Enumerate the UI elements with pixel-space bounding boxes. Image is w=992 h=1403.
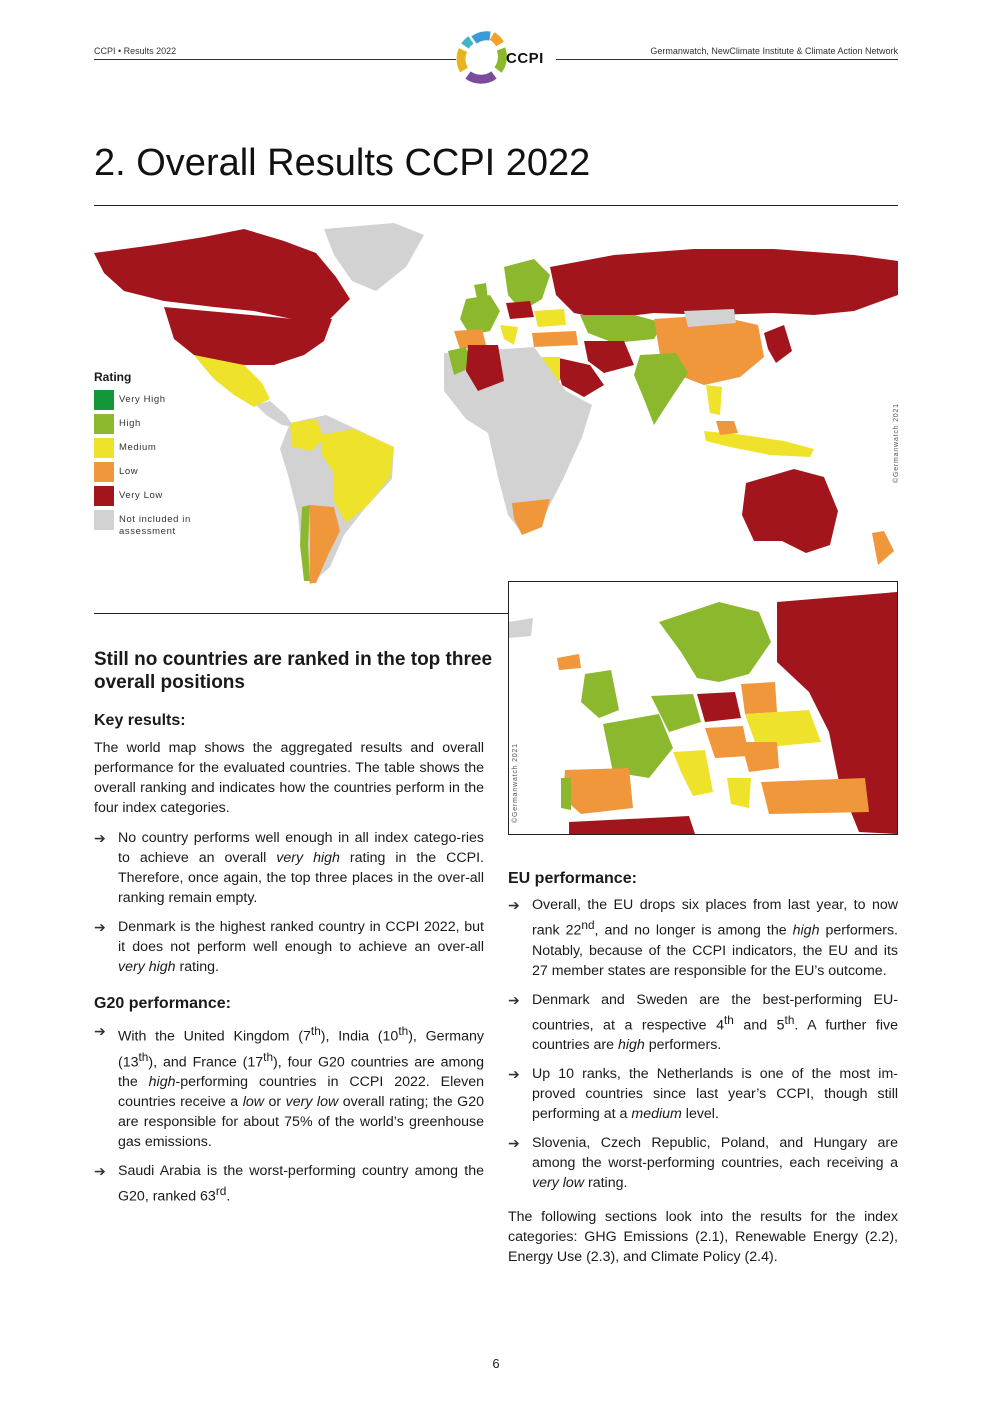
text: Slovenia, Czech Republic, Poland, and Hungary are among the worst-performing countries, each receiving a <box>532 1135 898 1172</box>
list-item <box>94 917 484 977</box>
list-item <box>94 1161 484 1207</box>
g20-list <box>94 1021 484 1216</box>
map-korea-japan <box>764 325 792 363</box>
text: . <box>226 1189 231 1206</box>
map-greenland <box>324 223 424 291</box>
legend-label: Very High <box>119 394 166 405</box>
legend-swatch <box>94 462 114 482</box>
map-new-zealand <box>872 531 894 565</box>
running-header-left: CCPI • Results 2022 <box>94 46 177 56</box>
text-emphasis: high <box>792 922 820 939</box>
section-rule <box>94 613 508 614</box>
g20-heading: G20 performance: <box>94 995 231 1012</box>
map-copyright: ©Germanwatch 2021 <box>893 403 900 483</box>
eu-performance-heading: EU performance: <box>508 870 637 887</box>
legend-item-high <box>94 414 209 438</box>
text-emphasis: low <box>242 1094 264 1111</box>
map-india <box>634 353 688 425</box>
legend-item-low <box>94 462 209 486</box>
text: Overall, the EU drops six places from last year, to now rank 22 <box>532 897 898 939</box>
text: ), Germany (13 <box>118 1028 484 1071</box>
text: and 5 <box>733 1017 785 1034</box>
eu-map-copyright: ©Germanwatch 2021 <box>512 743 519 823</box>
eu-map-uk-ireland <box>581 670 619 718</box>
page-number: 6 <box>492 1356 500 1371</box>
map-turkey <box>532 331 578 347</box>
text: performers. Notably, because of the CCPI indicators, the EU and its 27 member states are responsible for the EU’s outcome. <box>532 922 898 979</box>
text: rating in the CCPI. Therefore, once again, the top three places in the over-all ranking remain empty. <box>118 850 484 906</box>
text: Saudi Arabia is the worst-performing country among the G20, ranked 63 <box>118 1163 484 1206</box>
eu-map-poland <box>697 692 741 722</box>
map-thailand <box>706 385 722 415</box>
text-emphasis: very low <box>532 1175 585 1192</box>
text-emphasis: very low <box>285 1094 339 1111</box>
map-italy <box>500 325 518 345</box>
legend-label: Very Low <box>119 490 163 501</box>
eu-map-italy <box>673 750 713 796</box>
arrow-bullet-icon: ➔ <box>508 1135 520 1152</box>
eu-map-greenland-fragment <box>509 618 533 638</box>
arrow-bullet-icon: ➔ <box>508 991 520 1008</box>
eu-map-france <box>603 714 673 778</box>
superscript: th <box>263 1049 274 1064</box>
legend-title: Rating <box>94 370 132 384</box>
eu-map-portugal <box>561 778 571 810</box>
header-rule-right <box>556 59 898 60</box>
text: With the United Kingdom (7 <box>118 1028 311 1045</box>
superscript: rd <box>215 1184 227 1199</box>
key-results-intro: The world map shows the aggregated results and overall performance for the evaluated countries. The table shows the overall ranking and indicates how the countries perform in the four index categories. <box>94 740 484 816</box>
text-emphasis: very high <box>118 959 176 975</box>
legend-label: Not included in assessment <box>119 514 191 537</box>
list-item <box>508 1064 898 1124</box>
logo-wordmark: CCPI <box>506 50 544 67</box>
text: , and no longer is among the <box>594 922 793 939</box>
map-kazakhstan <box>580 315 664 343</box>
list-item <box>508 895 898 981</box>
list-item <box>508 990 898 1056</box>
running-header-right: Germanwatch, NewClimate Institute & Climate Action Network <box>650 46 898 56</box>
text: No country performs well enough in all index catego-ries to achieve an overall <box>118 830 484 866</box>
text: or <box>264 1094 286 1111</box>
arrow-bullet-icon: ➔ <box>94 830 106 846</box>
text: ), and France (17 <box>148 1054 264 1071</box>
text-emphasis: medium <box>631 1106 682 1123</box>
legend-swatch <box>94 414 114 434</box>
text: -performing countries in CCPI 2022. Eleven countries receive a <box>118 1074 485 1111</box>
superscript: th <box>138 1049 149 1064</box>
legend-item-very-low <box>94 486 209 510</box>
text-emphasis: high <box>148 1074 176 1091</box>
eu-performance-list <box>508 895 898 1202</box>
closing-paragraph: The following sections look into the results for the index categories: GHG Emissions (2.1), Renewable Energy (2.2), Energy Use (2.3), and Climate Policy (2.4). <box>508 1209 898 1265</box>
text: Up 10 ranks, the Netherlands is one of the most im-proved countries since last year’s CCPI, though still performing at a <box>532 1066 898 1123</box>
eu-map-north-africa <box>569 816 695 834</box>
text-emphasis: high <box>617 1037 645 1054</box>
eu-map-turkey <box>761 778 869 814</box>
map-south-africa <box>512 499 550 535</box>
eu-map <box>509 582 897 834</box>
text: rating. <box>584 1175 628 1192</box>
legend-label: High <box>119 418 141 429</box>
superscript: nd <box>581 918 595 932</box>
eu-map-spain <box>563 768 633 814</box>
legend-swatch <box>94 510 114 530</box>
legend-label: Low <box>119 466 139 477</box>
text: level. <box>681 1106 719 1123</box>
map-poland <box>506 301 534 319</box>
text: ), India (10 <box>320 1028 399 1045</box>
legend-swatch <box>94 390 114 410</box>
superscript: th <box>784 1012 795 1027</box>
eu-map-inset <box>508 581 898 835</box>
key-results-list <box>94 828 484 986</box>
text: . A further five countries are <box>532 1017 898 1054</box>
arrow-bullet-icon: ➔ <box>94 1023 106 1039</box>
superscript: th <box>310 1024 321 1038</box>
eu-map-romania <box>741 742 779 772</box>
legend-item-not-included <box>94 510 209 537</box>
arrow-bullet-icon: ➔ <box>508 1066 520 1083</box>
superscript: th <box>398 1024 409 1038</box>
legend-label: Medium <box>119 442 157 453</box>
arrow-bullet-icon: ➔ <box>94 1163 106 1180</box>
title-rule <box>94 205 898 206</box>
map-russia <box>550 249 898 319</box>
page-title: 2. Overall Results CCPI 2022 <box>94 142 591 184</box>
section-heading: Still no countries are ranked in the top three overall positions <box>94 649 493 693</box>
header-rule-left <box>94 59 456 60</box>
list-item <box>508 1133 898 1193</box>
eu-map-iceland <box>557 654 581 670</box>
list-item <box>94 1021 484 1152</box>
map-canada <box>94 229 350 319</box>
text: ), four G20 countries are among the <box>118 1054 485 1091</box>
legend-swatch <box>94 438 114 458</box>
eu-map-belarus <box>741 682 777 714</box>
key-results-heading: Key results: <box>94 712 186 729</box>
map-legend <box>94 370 209 537</box>
map-australia <box>742 469 838 553</box>
arrow-bullet-icon: ➔ <box>94 919 106 935</box>
text: Denmark is the highest ranked country in CCPI 2022, but it does not perform well enough to achieve an over-all <box>118 919 484 955</box>
text: performers. <box>644 1037 722 1054</box>
legend-item-very-high <box>94 390 209 414</box>
world-map <box>94 215 898 595</box>
legend-item-medium <box>94 438 209 462</box>
text: overall rating; the G20 are responsible for about 75% of the world’s greenhouse gas emissions. <box>118 1094 484 1151</box>
eu-map-norway-sweden <box>659 602 771 682</box>
text: Denmark and Sweden are the best-performing EU-countries, at a respective 4 <box>532 991 898 1034</box>
arrow-bullet-icon: ➔ <box>508 897 520 913</box>
map-ukraine <box>534 309 566 327</box>
superscript: th <box>724 1012 734 1027</box>
map-central-america <box>256 401 294 427</box>
list-item <box>94 828 484 908</box>
legend-swatch <box>94 486 114 506</box>
eu-map-greece <box>727 778 751 808</box>
text: rating. <box>175 959 219 975</box>
text-emphasis: very high <box>276 850 340 866</box>
